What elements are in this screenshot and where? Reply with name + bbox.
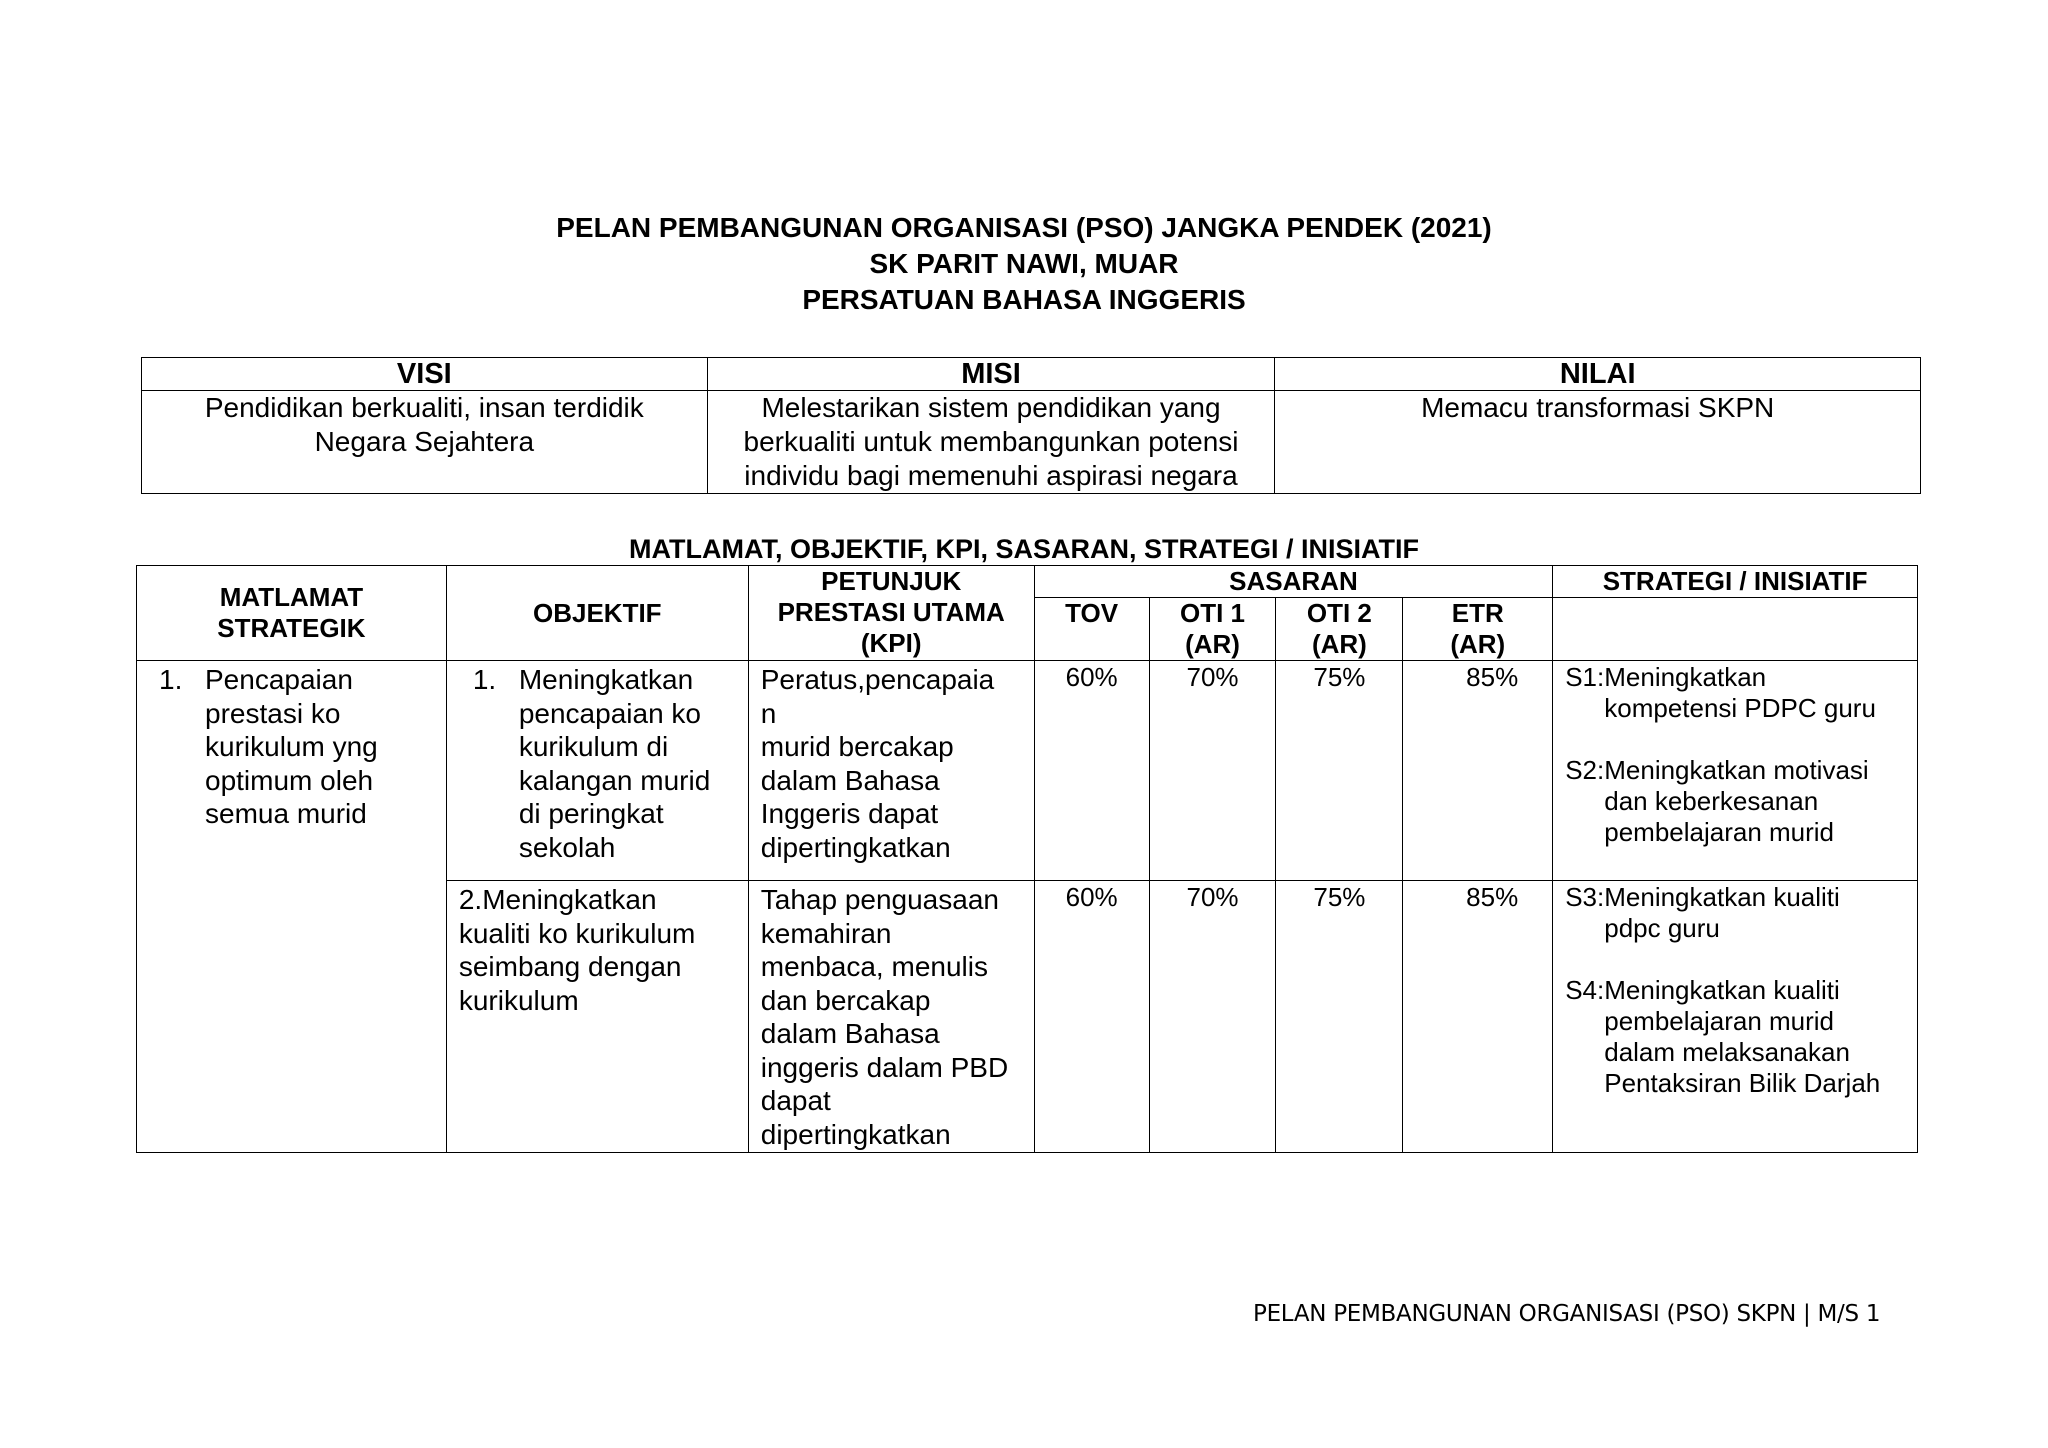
- strategi-code: S4:: [1565, 975, 1605, 1005]
- section-heading: MATLAMAT, OBJEKTIF, KPI, SASARAN, STRATEGI / INISIATIF: [628, 534, 1419, 564]
- page-footer: PELAN PEMBANGUNAN ORGANISASI (PSO) SKPN | M/S 1: [1253, 1301, 1881, 1327]
- misi-text: Melestarikan sistem pendidikan yang berkualiti untuk membangunkan potensi individu bagi memenuhi aspirasi negara: [707, 391, 1275, 494]
- strategi-cell: [1553, 881, 1918, 1153]
- strategi-item: [1565, 662, 1909, 724]
- kpi-text: Tahap penguasaan kemahiran menbaca, menulis dan bercakap dalam Bahasa inggeris dalam PBD dapat dipertingkatkan: [748, 881, 1034, 1153]
- tov-value: 60%: [1034, 881, 1149, 1153]
- title-line-2: SK PARIT NAWI, MUAR: [869, 248, 1179, 279]
- oti1-value: 70%: [1149, 881, 1276, 1153]
- visi-header: VISI: [142, 358, 708, 391]
- kpi-header: PETUNJUK PRESTASI UTAMA (KPI): [748, 566, 1034, 661]
- oti2-header: OTI 2 (AR): [1276, 598, 1403, 661]
- kpi-text: Peratus,pencapaia n murid bercakap dalam Bahasa Inggeris dapat dipertingkatkan: [748, 661, 1034, 881]
- etr-value: 85%: [1403, 661, 1553, 881]
- objektif-header: OBJEKTIF: [446, 566, 748, 661]
- strategi-code: S3:: [1565, 882, 1605, 912]
- title-line-1: PELAN PEMBANGUNAN ORGANISASI (PSO) JANGKA PENDEK (2021): [556, 212, 1492, 243]
- oti1-header: OTI 1 (AR): [1149, 598, 1276, 661]
- strategi-text: Meningkatkan kualiti pdpc guru: [1604, 882, 1840, 943]
- strategi-item: [1565, 755, 1909, 848]
- strategi-item: [1565, 882, 1909, 944]
- sasaran-header: SASARAN: [1034, 566, 1553, 598]
- strategi-cell: [1553, 661, 1918, 881]
- nilai-header: NILAI: [1275, 358, 1921, 391]
- strategi-subheader-blank: [1553, 598, 1918, 661]
- matlamat-strategik-header: MATLAMAT STRATEGIK: [137, 566, 447, 661]
- objektif-text: 2.Meningkatkan kualiti ko kurikulum seimbang dengan kurikulum: [446, 881, 748, 1153]
- tov-header: TOV: [1034, 598, 1149, 661]
- strategi-text: Meningkatkan motivasi dan keberkesanan pembelajaran murid: [1604, 755, 1869, 847]
- tov-value: 60%: [1034, 661, 1149, 881]
- misi-header: MISI: [707, 358, 1275, 391]
- visi-misi-nilai-table: [141, 357, 1921, 494]
- visi-text: Pendidikan berkualiti, insan terdidik Negara Sejahtera: [142, 391, 708, 494]
- etr-header: ETR (AR): [1403, 598, 1553, 661]
- title-line-3: PERSATUAN BAHASA INGGERIS: [802, 284, 1246, 315]
- objektif-text: Meningkatkan pencapaian ko kurikulum di kalangan murid di peringkat sekolah: [518, 664, 711, 863]
- oti2-value: 75%: [1276, 881, 1403, 1153]
- objektif-number: 1.: [472, 664, 497, 695]
- table-row: [137, 661, 1918, 881]
- oti1-value: 70%: [1149, 661, 1276, 881]
- matlamat-table: [136, 565, 1918, 1153]
- strategi-text: Meningkatkan kompetensi PDPC guru: [1604, 662, 1876, 723]
- strategi-item: [1565, 975, 1909, 1099]
- nilai-text: Memacu transformasi SKPN: [1275, 391, 1921, 494]
- matlamat-number: 1.: [159, 664, 183, 695]
- strategi-header: STRATEGI / INISIATIF: [1553, 566, 1918, 598]
- matlamat-cell: [137, 661, 447, 1153]
- oti2-value: 75%: [1276, 661, 1403, 881]
- matlamat-text: Pencapaian prestasi ko kurikulum yng optimum oleh semua murid: [205, 664, 378, 829]
- objektif-cell: [446, 661, 748, 881]
- strategi-code: S2:: [1565, 755, 1605, 785]
- etr-value: 85%: [1403, 881, 1553, 1153]
- document-title: [0, 210, 2048, 318]
- strategi-code: S1:: [1565, 662, 1605, 692]
- strategi-text: Meningkatkan kualiti pembelajaran murid dalam melaksanakan Pentaksiran Bilik Darjah: [1604, 975, 1881, 1098]
